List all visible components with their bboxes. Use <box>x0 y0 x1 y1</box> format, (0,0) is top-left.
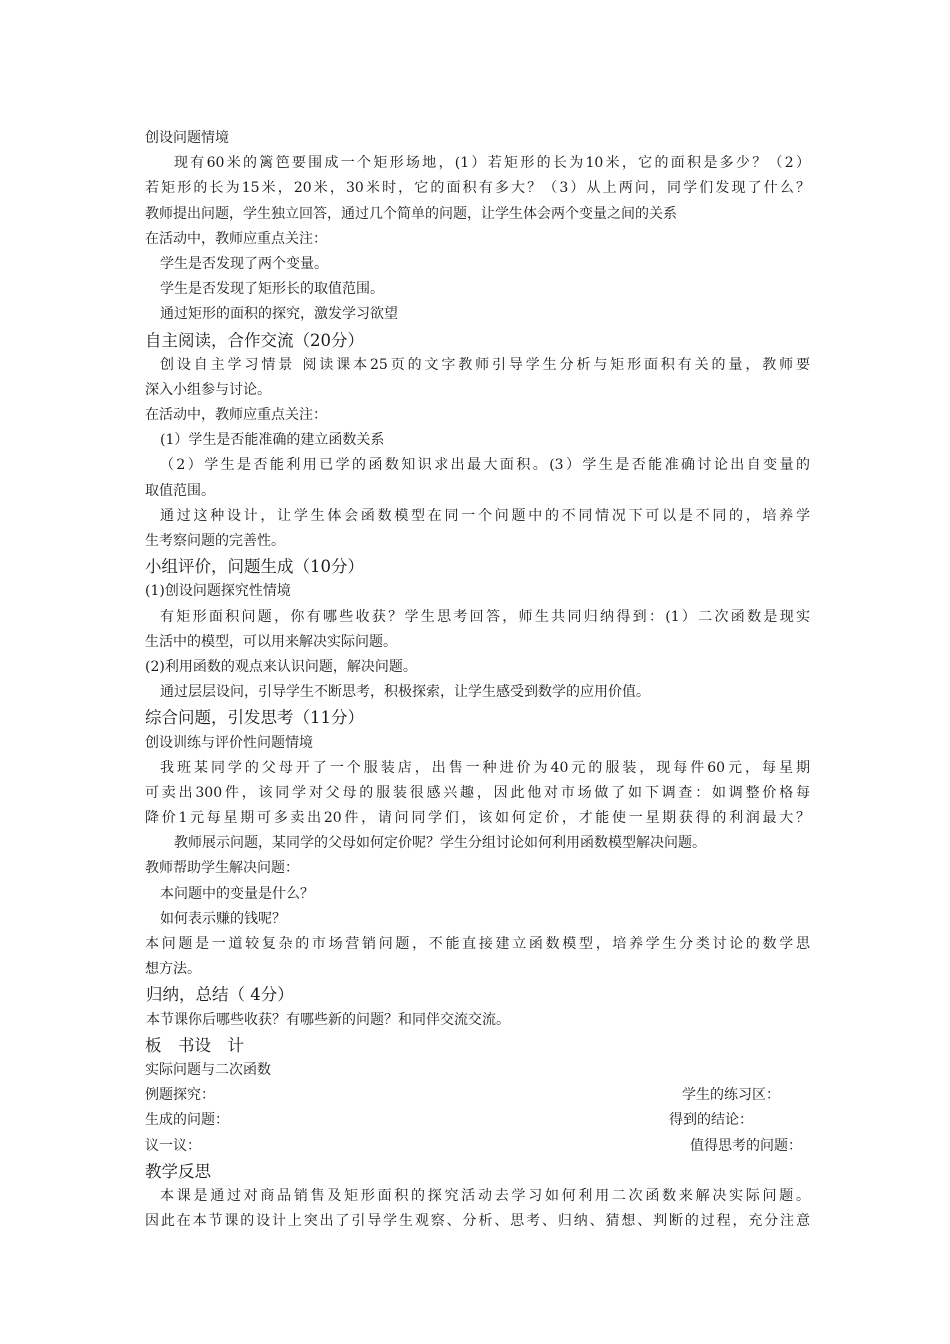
paragraph-line: 教师展示问题，某同学的父母如何定价呢？学生分组讨论如何利用函数模型解决问题。 <box>174 835 706 852</box>
board-discuss-label: 议一议： <box>145 1137 201 1154</box>
paragraph-line: 生考察问题的完善性。 <box>145 533 285 549</box>
paragraph-line: 可卖出300件，该同学对父母的服装很感兴趣，因此他对市场做了如下调查：如调整价格每 <box>145 784 810 801</box>
paragraph-line: 有矩形面积问题，你有哪些收获？学生思考回答，师生共同归纳得到：(1）二次函数是现实 <box>160 608 810 625</box>
paragraph-line: (2)利用函数的观点来认识问题，解决问题。 <box>145 658 417 675</box>
paragraph-line: 本问题是一道较复杂的市场营销问题，不能直接建立函数模型，培养学生分类讨论的数学思 <box>145 936 810 952</box>
board-generated-label: 生成的问题： <box>145 1112 229 1129</box>
paragraph-line: 深入小组参与讨论。 <box>145 381 271 398</box>
paragraph-line: 现有60米的篱笆要围成一个矩形场地，(1）若矩形的长为10米，它的面积是多少？（2） <box>174 155 810 172</box>
paragraph-line: 降价1元每星期可多卖出20件，请问同学们，该如何定价，才能使一星期获得的利润最大？ <box>145 810 810 827</box>
paragraph-line: 在活动中，教师应重点关注： <box>145 407 327 424</box>
paragraph-line: 取值范围。 <box>145 482 215 499</box>
question-item: 如何表示赚的钱呢？ <box>160 910 286 927</box>
board-row <box>145 1108 810 1133</box>
paragraph-line: 生活中的模型，可以用来解决实际问题。 <box>145 633 397 650</box>
section-heading-reading: 自主阅读，合作交流（20分） <box>145 330 364 350</box>
paragraph-line: 创设训练与评价性问题情境 <box>145 734 313 751</box>
lesson-plan-document <box>145 126 810 1234</box>
section-heading-comprehensive: 综合问题，引发思考（11分） <box>145 708 364 728</box>
paragraph-line: 通过矩形的面积的探究，激发学习欲望 <box>160 306 398 323</box>
focus-item: (1）学生是否能准确的建立函数关系 <box>160 432 385 449</box>
paragraph-line: 教师提出问题，学生独立回答，通过几个简单的问题，让学生体会两个变量之间的关系 <box>145 205 677 222</box>
section-title-problem-situation: 创设问题情境 <box>145 130 229 146</box>
paragraph-line: 通过这种设计，让学生体会函数模型在同一个问题中的不同情况下可以是不同的，培养学 <box>160 507 810 524</box>
board-row <box>145 1134 810 1159</box>
board-practice-label: 学生的练习区： <box>682 1087 780 1104</box>
board-title: 实际问题与二次函数 <box>145 1061 271 1078</box>
section-heading-reflection: 教学反思 <box>145 1161 211 1181</box>
paragraph-line: 创设自主学习情景 阅读课本25页的文字教师引导学生分析与矩形面积有关的量，教师要 <box>160 356 810 373</box>
board-example-label: 例题探究： <box>145 1087 215 1104</box>
board-conclusion-label: 得到的结论： <box>669 1112 753 1129</box>
paragraph-line: 本课是通过对商品销售及矩形面积的探究活动去学习如何利用二次函数来解决实际问题。 <box>160 1187 810 1204</box>
focus-item: （2）学生是否能利用已学的函数知识求出最大面积。(3）学生是否能准确讨论出自变量的 <box>160 457 810 474</box>
paragraph-line: 因此在本节课的设计上突出了引导学生观察、分析、思考、归纳、猜想、判断的过程，充分注意 <box>145 1213 810 1230</box>
paragraph-line: 本节课你后哪些收获？有哪些新的问题？和同伴交流交流。 <box>146 1011 510 1028</box>
paragraph-line: 我班某同学的父母开了一个服装店，出售一种进价为40元的服装，现每件60元，每星期 <box>160 759 810 776</box>
question-item: 本问题中的变量是什么？ <box>160 885 314 902</box>
board-row <box>145 1083 810 1108</box>
paragraph-line: 在活动中，教师应重点关注： <box>145 230 327 247</box>
paragraph-line: 若矩形的长为15米，20米，30米时，它的面积有多大？（3）从上两问，同学们发现了什么？ <box>145 180 810 197</box>
paragraph-line: 教师帮助学生解决问题： <box>145 860 299 877</box>
section-heading-evaluation: 小组评价，问题生成（10分） <box>145 557 364 577</box>
paragraph-line: (1)创设问题探究性情境 <box>145 583 291 600</box>
section-heading-board-design: 板 书设 计 <box>145 1035 244 1055</box>
section-heading-summary: 归纳，总结（ 4分） <box>146 985 294 1005</box>
focus-item: 学生是否发现了两个变量。 <box>160 255 328 272</box>
paragraph-line: 想方法。 <box>145 961 201 978</box>
paragraph-line: 通过层层设问，引导学生不断思考，积极探索，让学生感受到数学的应用价值。 <box>160 684 650 701</box>
board-thinking-label: 值得思考的问题： <box>690 1137 802 1154</box>
focus-item: 学生是否发现了矩形长的取值范围。 <box>160 281 384 298</box>
